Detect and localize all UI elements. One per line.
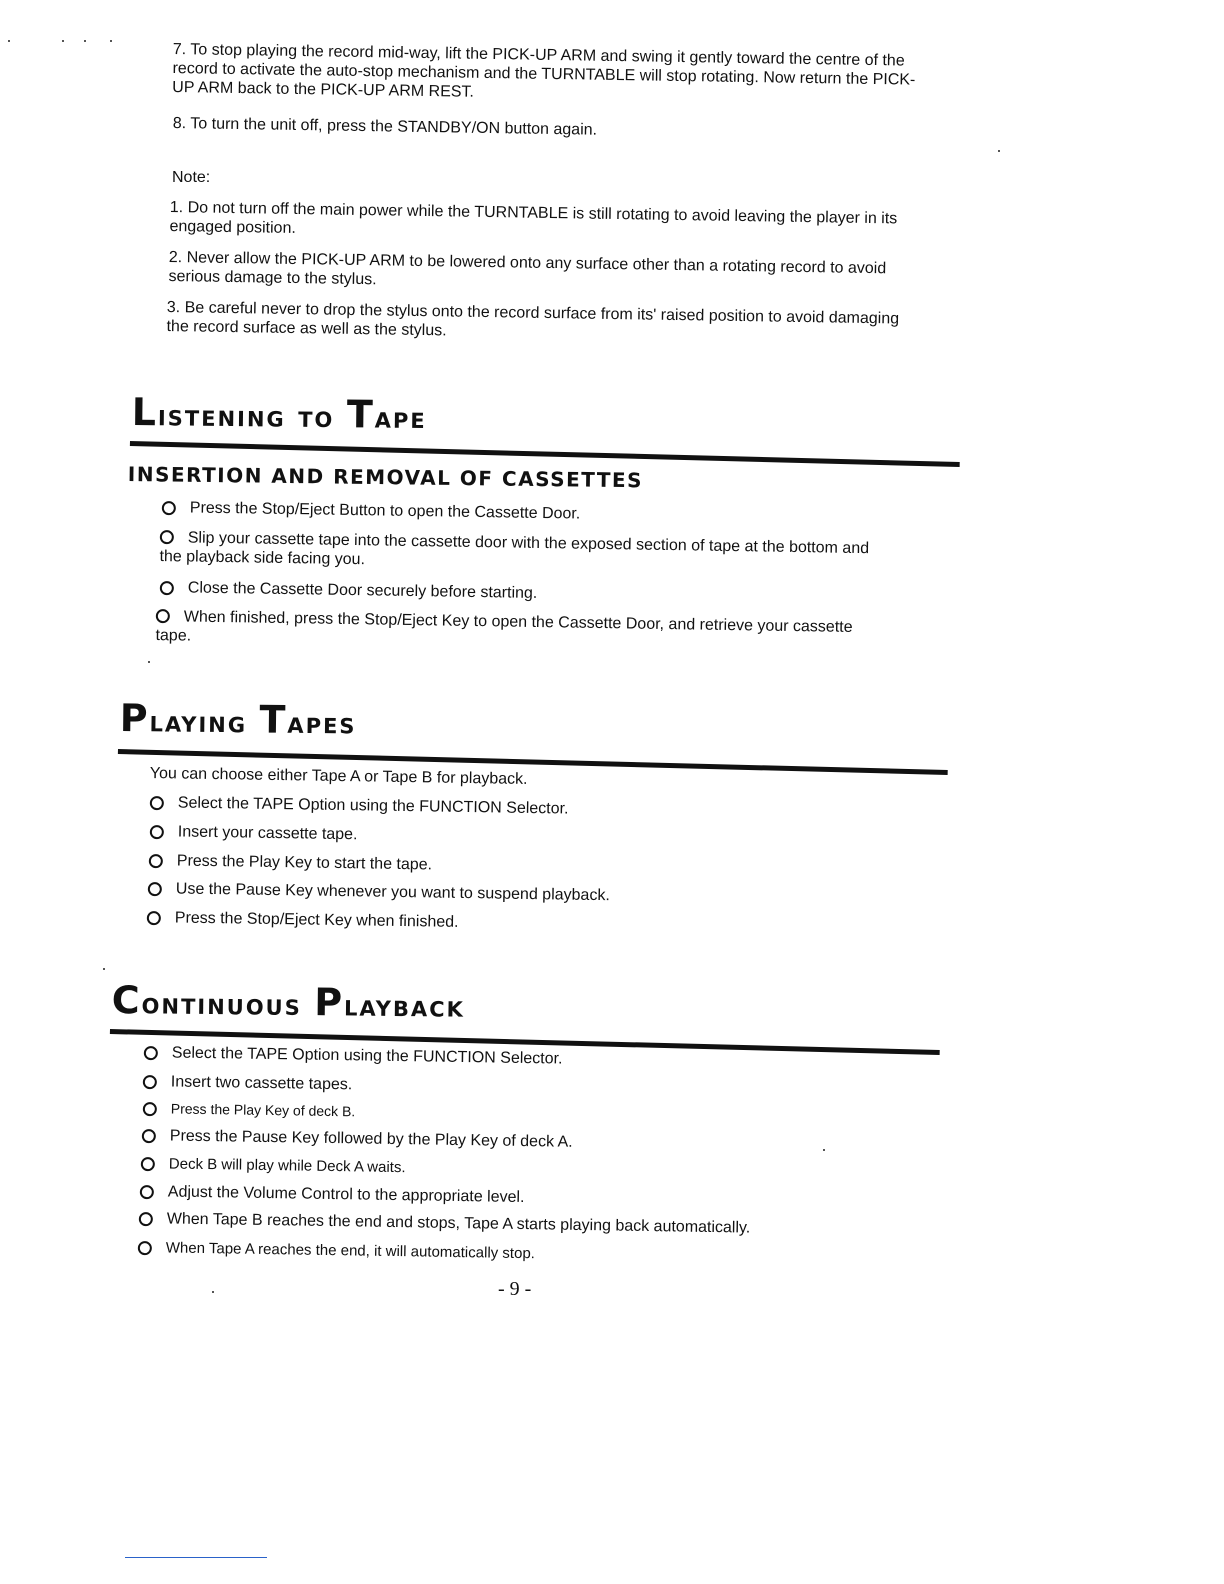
listening-heading: Listening to Tape	[131, 390, 427, 437]
bullet-circle-icon	[144, 1046, 158, 1060]
scan-speck	[8, 40, 10, 42]
note-item-2: 2. Never allow the PICK-UP ARM to be lowered onto any surface other than a rotating record to avoid serious damage to the stylus.	[168, 248, 887, 289]
bullet-circle-icon	[149, 854, 163, 868]
bullet-circle-icon	[148, 882, 162, 896]
bullet-circle-icon	[150, 825, 164, 839]
list-item: Deck B will play while Deck A waits.	[141, 1154, 406, 1177]
list-item: Use the Pause Key whenever you want to suspend playback.	[148, 879, 610, 905]
bullet-circle-icon	[160, 530, 174, 544]
playing-heading: Playing Tapes	[119, 696, 357, 742]
bullet-circle-icon	[139, 1212, 153, 1226]
bullet-circle-icon	[143, 1102, 157, 1116]
scan-speck	[148, 661, 150, 663]
list-item: Press the Play Key to start the tape.	[149, 851, 433, 874]
list-item: Press the Pause Key followed by the Play Key of deck A.	[142, 1126, 573, 1152]
bullet-circle-icon	[142, 1129, 156, 1143]
list-item: Close the Cassette Door securely before starting.	[160, 578, 538, 603]
list-item: When finished, press the Stop/Eject Key to open the Cassette Door, and retrieve your cassette tape.	[155, 608, 853, 645]
footer-line	[125, 1557, 267, 1558]
list-item: Select the TAPE Option using the FUNCTION Selector.	[144, 1043, 563, 1069]
scan-speck	[110, 40, 112, 42]
bullet-circle-icon	[156, 609, 170, 623]
list-item: Slip your cassette tape into the cassette door with the exposed section of tape at the bottom and the playback side facing you.	[159, 529, 870, 569]
list-item: When Tape B reaches the end and stops, Tape A starts playing back automatically.	[139, 1209, 751, 1238]
list-item: Adjust the Volume Control to the appropriate level.	[140, 1182, 525, 1207]
list-item: Press the Play Key of deck B.	[143, 1099, 356, 1121]
list-item: Insert two cassette tapes.	[143, 1072, 353, 1094]
scan-speck	[998, 150, 1000, 152]
intro-item-7: 7. To stop playing the record mid-way, lift the PICK-UP ARM and swing it gently toward the centre of the record to activate the auto-stop mechanism and the TURNTABLE will stop rotating. Now return the PICK-UP ARM back to the PICK-UP ARM REST.	[172, 40, 916, 101]
bullet-circle-icon	[150, 796, 164, 810]
list-item: Press the Stop/Eject Key when finished.	[147, 908, 459, 932]
intro-item-8: 8. To turn the unit off, press the STANDBY/ON button again.	[172, 114, 598, 139]
bullet-circle-icon	[140, 1185, 154, 1199]
bullet-circle-icon	[143, 1075, 157, 1089]
bullet-circle-icon	[138, 1241, 152, 1255]
list-item: Press the Stop/Eject Button to open the Cassette Door.	[162, 498, 581, 524]
scan-speck	[212, 1291, 214, 1293]
bullet-circle-icon	[141, 1157, 155, 1171]
continuous-heading: Continuous Playback	[111, 978, 466, 1025]
scan-speck	[62, 40, 64, 42]
scan-speck	[84, 40, 86, 42]
insertion-subheading: INSERTION AND REMOVAL OF CASSETTES	[127, 462, 644, 493]
list-item: Insert your cassette tape.	[150, 822, 358, 844]
note-label: Note:	[172, 169, 211, 186]
scan-speck	[823, 1149, 825, 1151]
page-number: - 9 -	[498, 1278, 532, 1300]
note-item-3: 3. Be careful never to drop the stylus onto the record surface from its' raised position to avoid damaging the record surface as well as the stylus.	[166, 298, 900, 340]
scan-speck	[103, 968, 105, 970]
playing-intro: You can choose either Tape A or Tape B for playback.	[149, 764, 528, 788]
list-item: Select the TAPE Option using the FUNCTION Selector.	[150, 793, 569, 819]
bullet-circle-icon	[147, 911, 161, 925]
list-item: When Tape A reaches the end, it will automatically stop.	[138, 1238, 535, 1263]
note-item-1: 1. Do not turn off the main power while the TURNTABLE is still rotating to avoid leaving the player in its engaged position.	[169, 198, 898, 237]
bullet-circle-icon	[162, 501, 176, 515]
bullet-circle-icon	[160, 581, 174, 595]
